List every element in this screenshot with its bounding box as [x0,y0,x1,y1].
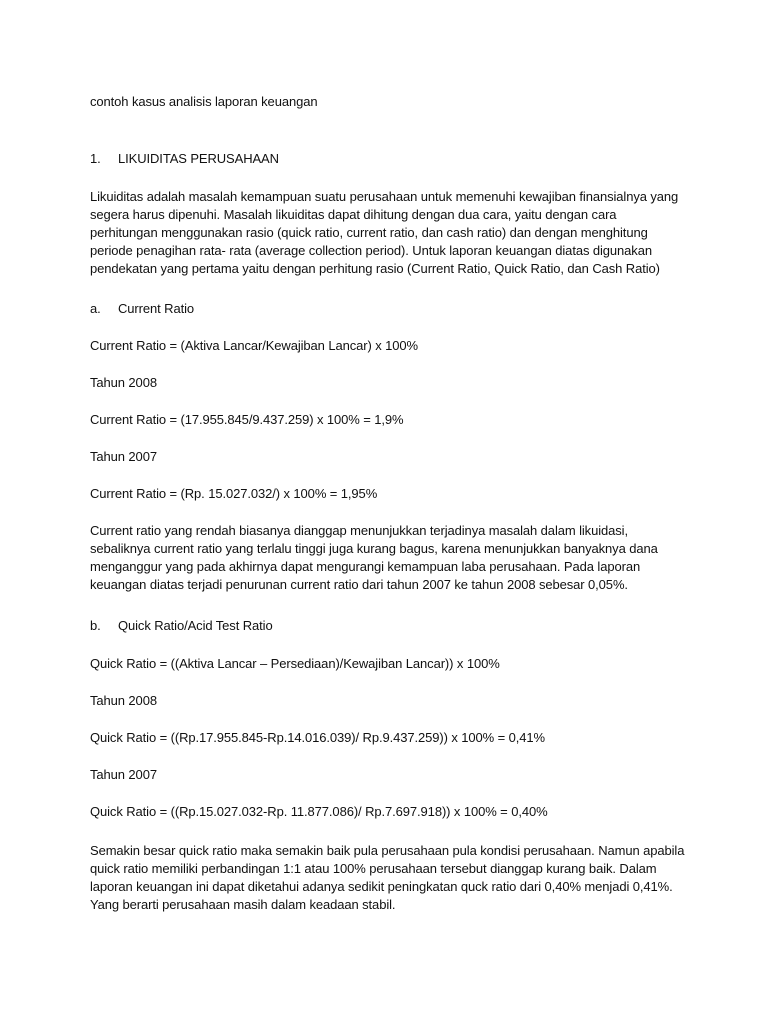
subsection-letter: b. [90,618,101,633]
intro-paragraph [90,188,690,278]
paragraph-line: Current ratio yang rendah biasanya dianggap menunjukkan terjadinya masalah dalam likuidasi, [90,523,628,538]
section-heading-likuiditas [90,150,279,168]
current-ratio-calc-2008: Current Ratio = (17.955.845/9.437.259) x 100% = 1,9% [90,412,404,427]
subsection-heading-quick-ratio [90,617,273,635]
paragraph-line: pendekatan yang pertama yaitu dengan perhitung rasio (Current Ratio, Quick Ratio, dan Cash Ratio) [90,261,660,276]
document-title: contoh kasus analisis laporan keuangan [90,94,318,109]
quick-ratio-year-2008: Tahun 2008 [90,693,157,708]
quick-ratio-calc-2007: Quick Ratio = ((Rp.15.027.032-Rp. 11.877.086)/ Rp.7.697.918)) x 100% = 0,40% [90,804,548,819]
paragraph-line: periode penagihan rata- rata (average collection period). Untuk laporan keuangan diatas digunakan [90,243,652,258]
current-ratio-formula: Current Ratio = (Aktiva Lancar/Kewajiban Lancar) x 100% [90,338,418,353]
quick-ratio-calc-2008: Quick Ratio = ((Rp.17.955.845-Rp.14.016.039)/ Rp.9.437.259)) x 100% = 0,41% [90,730,546,745]
current-ratio-year-2007: Tahun 2007 [90,449,157,464]
section-number: 1. [90,151,101,166]
paragraph-line: quick ratio memiliki perbandingan 1:1 atau 100% perusahaan tersebut dianggap kurang baik. Dalam [90,861,657,876]
paragraph-line: Yang berarti perusahaan masih dalam keadaan stabil. [90,897,396,912]
subsection-heading-current-ratio [90,300,194,318]
paragraph-line: Likuiditas adalah masalah kemampuan suatu perusahaan untuk memenuhi kewajiban finansialnya yang [90,189,679,204]
quick-ratio-explanation [90,842,690,914]
quick-ratio-year-2007: Tahun 2007 [90,767,157,782]
subsection-heading-text: Quick Ratio/Acid Test Ratio [118,618,273,633]
paragraph-line: laporan keuangan ini dapat diketahui adanya sedikit peningkatan quck ratio dari 0,40% menjadi 0,41%. [90,879,673,894]
quick-ratio-formula: Quick Ratio = ((Aktiva Lancar – Persediaan)/Kewajiban Lancar)) x 100% [90,656,500,671]
paragraph-line: Semakin besar quick ratio maka semakin baik pula perusahaan pula kondisi perusahaan. Namun apabila [90,843,685,858]
paragraph-line: keuangan diatas terjadi penurunan current ratio dari tahun 2007 ke tahun 2008 sebesar 0,05%. [90,577,628,592]
paragraph-line: menganggur yang pada akhirnya dapat mengurangi kemampuan laba perusahaan. Pada laporan [90,559,641,574]
subsection-letter: a. [90,301,101,316]
paragraph-line: sebaliknya current ratio yang terlalu tinggi juga kurang bagus, karena menunjukkan banyaknya dana [90,541,658,556]
current-ratio-explanation [90,522,690,594]
current-ratio-calc-2007: Current Ratio = (Rp. 15.027.032/) x 100% = 1,95% [90,486,378,501]
section-heading-text: LIKUIDITAS PERUSAHAAN [118,151,279,166]
current-ratio-year-2008: Tahun 2008 [90,375,157,390]
paragraph-line: perhitungan menggunakan rasio (quick ratio, current ratio, dan cash ratio) dan dengan menghitung [90,225,648,240]
subsection-heading-text: Current Ratio [118,301,195,316]
paragraph-line: segera harus dipenuhi. Masalah likuiditas dapat dihitung dengan dua cara, yaitu dengan cara [90,207,617,222]
